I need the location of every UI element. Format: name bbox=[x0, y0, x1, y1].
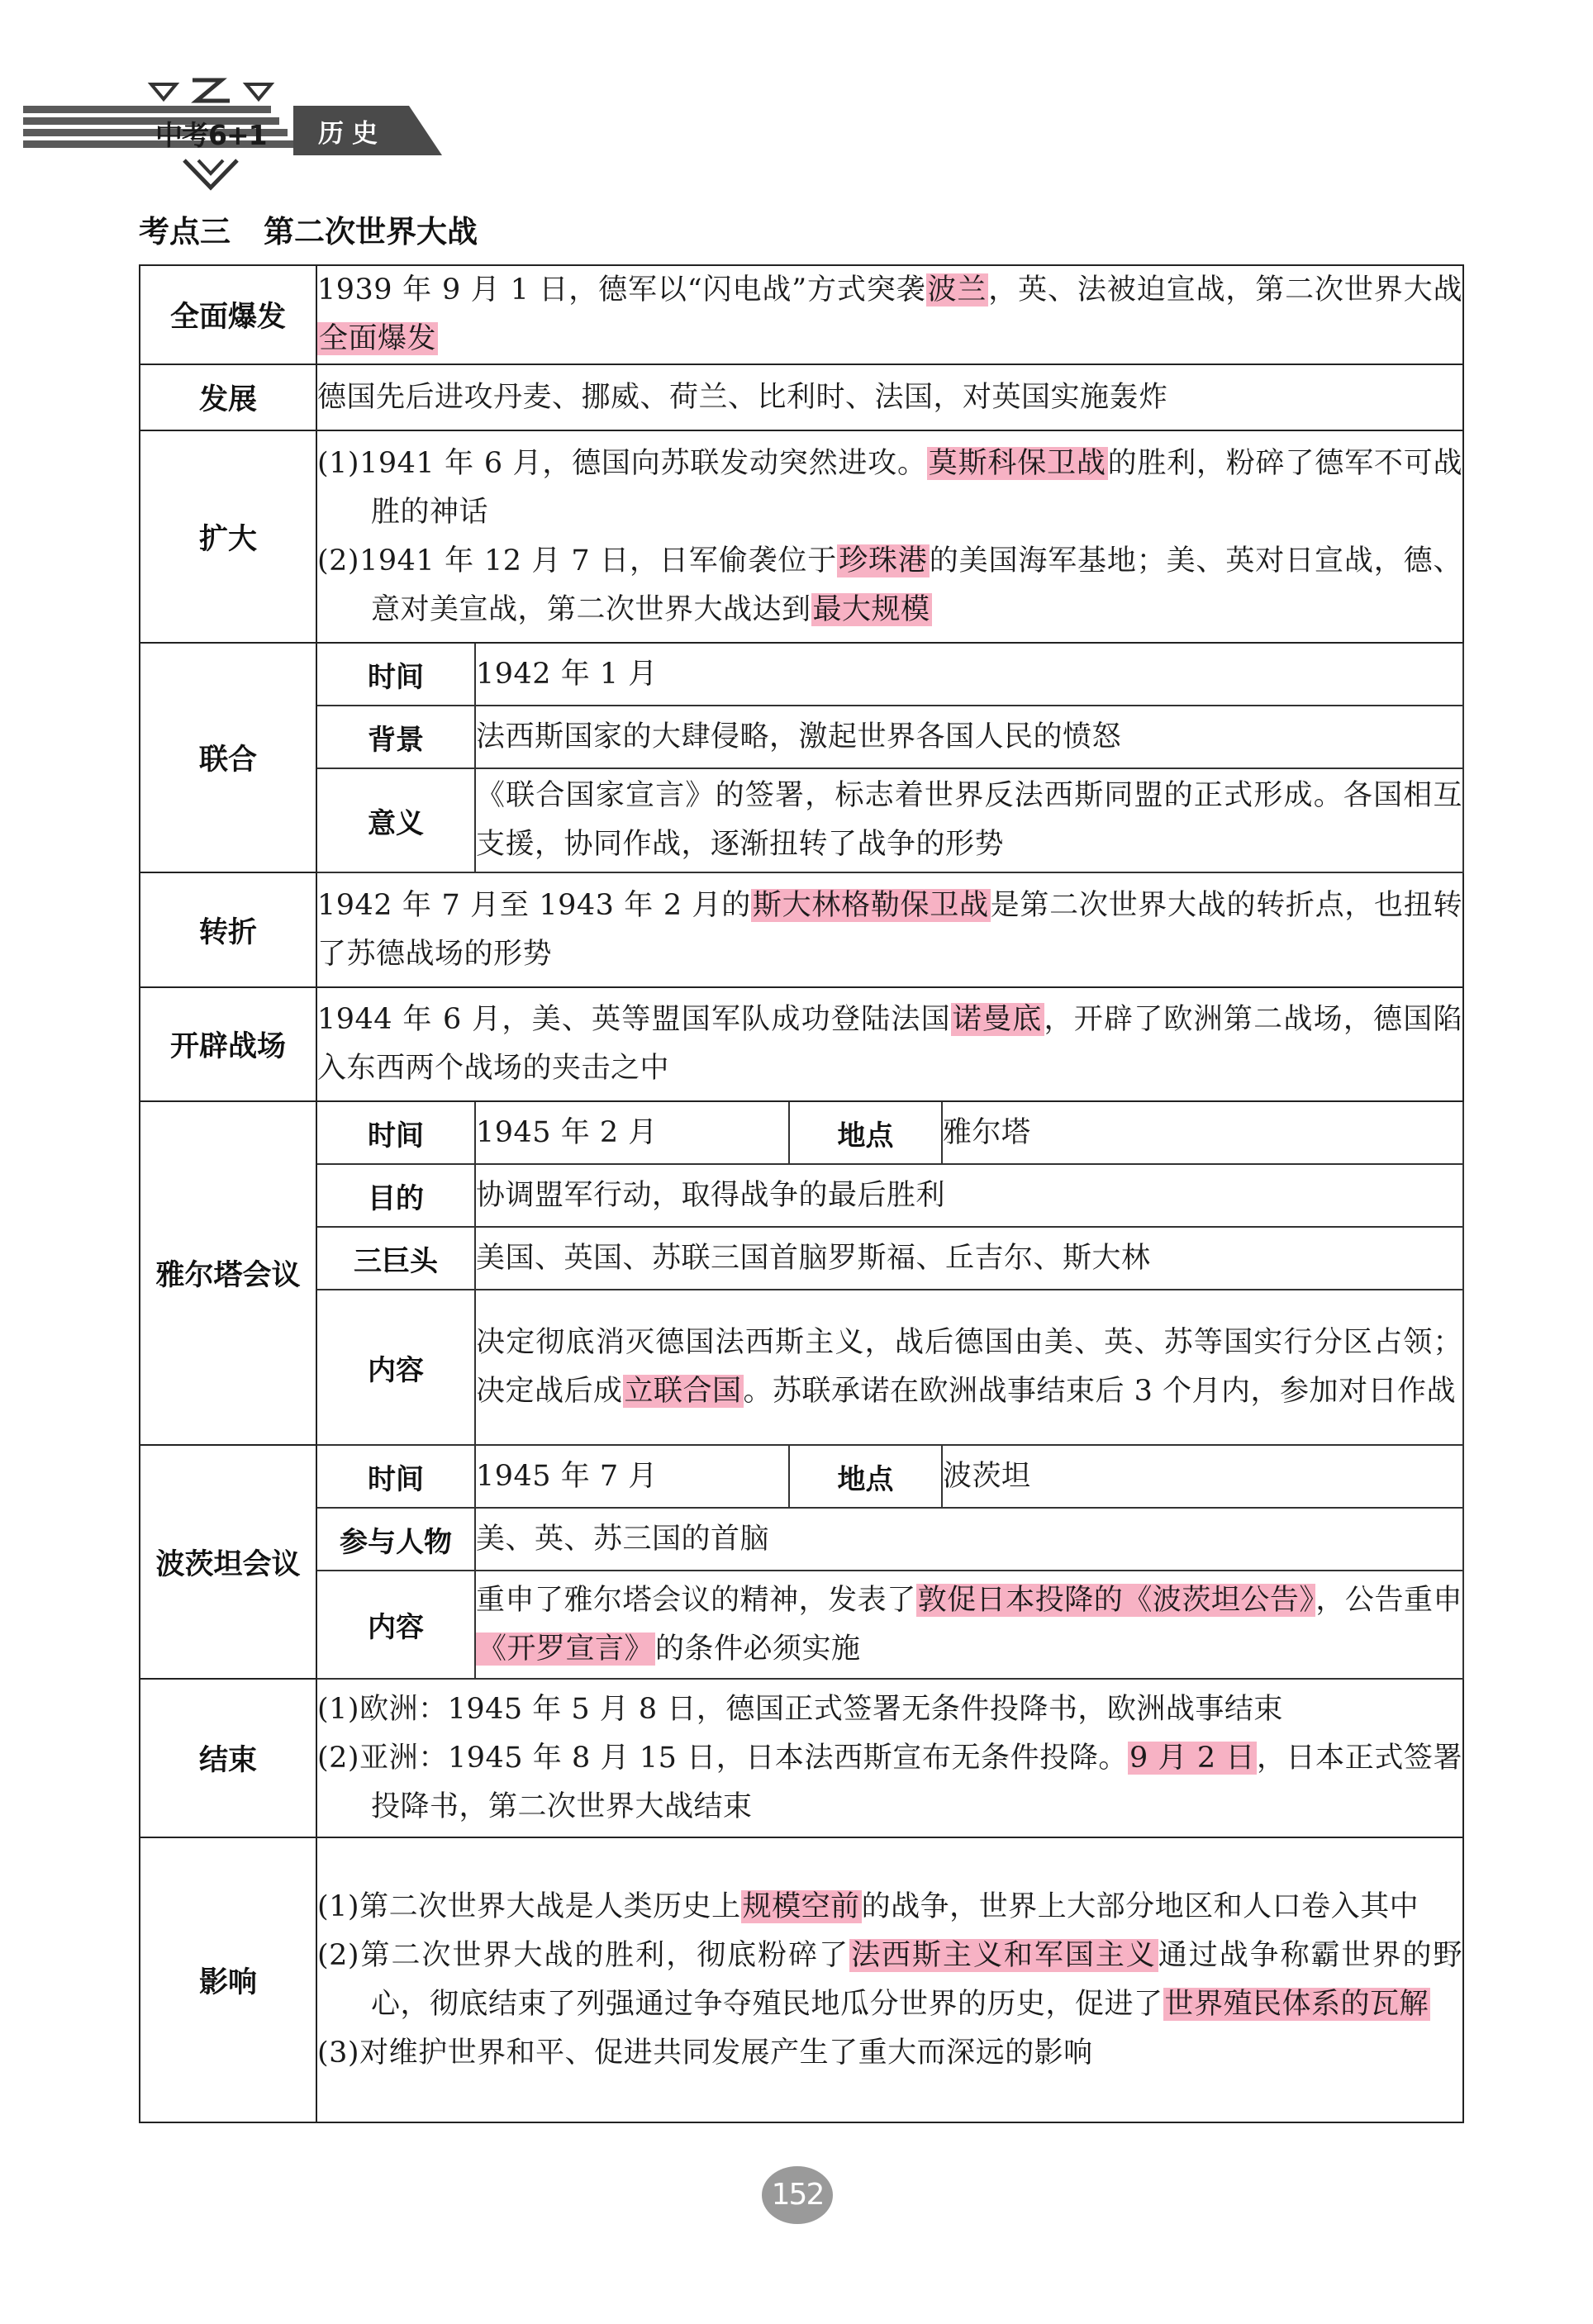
row-content bbox=[316, 265, 1463, 364]
row-outbreak bbox=[140, 265, 1463, 364]
row-potsdam-time bbox=[140, 1445, 1463, 1508]
sub-content: 1945 年 7 月 bbox=[475, 1445, 789, 1508]
row-impact bbox=[140, 1837, 1463, 2122]
sub-content: 《联合国家宣言》的签署，标志着世界反法西斯同盟的正式形成。各国相互支援，协同作战，逐渐扭转了战争的形势 bbox=[475, 768, 1463, 872]
sub-content: 1942 年 1 月 bbox=[475, 643, 1463, 706]
list-item: (1)欧洲：1945 年 5 月 8 日，德国正式签署无条件投降书，欧洲战事结束 bbox=[317, 1692, 1283, 1726]
row-label: 联合 bbox=[140, 643, 316, 872]
text: (2)第二次世界大战的胜利，彻底粉碎了 bbox=[317, 1938, 850, 1972]
list-item bbox=[317, 440, 1462, 537]
row-content bbox=[316, 1679, 1463, 1837]
sub-content: 1945 年 2 月 bbox=[475, 1101, 789, 1164]
row-development bbox=[140, 364, 1463, 430]
logo-text: 中考6+1 bbox=[155, 119, 267, 151]
list-item bbox=[317, 537, 1462, 634]
row-content: 德国先后进攻丹麦、挪威、荷兰、比利时、法国，对英国实施轰炸 bbox=[316, 364, 1463, 430]
text: ，公告重申 bbox=[1315, 1583, 1462, 1617]
sub-label: 目的 bbox=[316, 1164, 475, 1227]
text: 的条件必须实施 bbox=[655, 1632, 861, 1666]
highlight: 诺曼底 bbox=[952, 1003, 1043, 1036]
row-label: 扩大 bbox=[140, 430, 316, 643]
sub-content: 雅尔塔 bbox=[942, 1101, 1463, 1164]
highlight: 波兰 bbox=[927, 273, 987, 307]
text: 重申了雅尔塔会议的精神，发表了 bbox=[476, 1583, 916, 1617]
sub-label: 内容 bbox=[316, 1571, 475, 1679]
sub-content: 波茨坦 bbox=[942, 1445, 1463, 1508]
text: 的美国海军基地；美、英对日宣战，德、意对美宣战，第二次世界大战达到 bbox=[371, 544, 1462, 626]
highlight: 敦促日本投降的《波茨坦公告》 bbox=[917, 1583, 1315, 1617]
sub-label: 背景 bbox=[316, 706, 475, 768]
row-label: 全面爆发 bbox=[140, 265, 316, 364]
sub-label: 地点 bbox=[789, 1445, 942, 1508]
list-item bbox=[317, 1883, 1462, 1932]
text: 1944 年 6 月，美、英等盟国军队成功登陆法国 bbox=[317, 1003, 951, 1036]
row-yalta-content bbox=[140, 1290, 1463, 1445]
row-alliance-background bbox=[140, 706, 1463, 768]
text: (1)1941 年 6 月，德国向苏联发动突然进攻。 bbox=[317, 446, 927, 480]
row-label: 结束 bbox=[140, 1679, 316, 1837]
row-potsdam-participants bbox=[140, 1508, 1463, 1571]
row-content bbox=[316, 872, 1463, 987]
section-heading: 第二次世界大战 bbox=[264, 214, 478, 250]
subject-tag bbox=[293, 106, 442, 155]
list-item: (3)对维护世界和平、促进共同发展产生了重大而深远的影响 bbox=[317, 2036, 1093, 2070]
sub-content: 协调盟军行动，取得战争的最后胜利 bbox=[475, 1164, 1463, 1227]
row-yalta-leaders bbox=[140, 1227, 1463, 1290]
row-yalta-time bbox=[140, 1101, 1463, 1164]
highlight: 法西斯主义和军国主义 bbox=[851, 1938, 1157, 1972]
sub-label: 地点 bbox=[789, 1101, 942, 1164]
highlight: 世界殖民体系的瓦解 bbox=[1164, 1987, 1429, 2021]
highlight: 最大规模 bbox=[812, 592, 930, 626]
text: 的胜利，粉碎了德军不可战胜的神话 bbox=[371, 446, 1463, 529]
text: 是第二次世界大战的转折点，也扭转了苏德战场的形势 bbox=[317, 888, 1462, 971]
highlight: 《开罗宣言》 bbox=[478, 1632, 654, 1666]
text: 决定彻底消灭德国法西斯主义，战后德国由美、英、苏等国实行分区占领；决定战后成 bbox=[476, 1326, 1463, 1408]
sub-label: 时间 bbox=[316, 643, 475, 706]
highlight: 珍珠港 bbox=[839, 544, 928, 577]
sub-label: 三巨头 bbox=[316, 1227, 475, 1290]
page-number: 152 bbox=[762, 2166, 833, 2224]
text: 1939 年 9 月 1 日，德军以“闪电战”方式突袭 bbox=[317, 273, 926, 307]
row-label: 波茨坦会议 bbox=[140, 1445, 316, 1679]
row-alliance-significance bbox=[140, 768, 1463, 872]
row-end bbox=[140, 1679, 1463, 1837]
row-label: 转折 bbox=[140, 872, 316, 987]
row-label: 影响 bbox=[140, 1837, 316, 2122]
sub-label: 内容 bbox=[316, 1290, 475, 1445]
row-potsdam-content bbox=[140, 1571, 1463, 1679]
sub-content bbox=[475, 1290, 1463, 1445]
row-content bbox=[316, 1837, 1463, 2122]
list-item bbox=[317, 1932, 1462, 2029]
text: 的战争，世界上大部分地区和人口卷入其中 bbox=[861, 1889, 1419, 1923]
text: 通过战争称霸世界的野心，彻底结束了列强通过争夺殖民地瓜分世界的历史，促进了 bbox=[371, 1938, 1462, 2021]
text: (2)1941 年 12 月 7 日，日军偷袭位于 bbox=[317, 544, 838, 577]
text: ，日本正式签署投降书，第二次世界大战结束 bbox=[371, 1741, 1463, 1823]
row-content bbox=[316, 987, 1463, 1101]
sub-content: 美国、英国、苏联三国首脑罗斯福、丘吉尔、斯大林 bbox=[475, 1227, 1463, 1290]
sub-label: 时间 bbox=[316, 1101, 475, 1164]
section-label: 考点三 bbox=[139, 214, 231, 250]
text: 。苏联承诺在欧洲战事结束后 3 个月内，参加对日作战 bbox=[743, 1375, 1457, 1408]
row-label: 发展 bbox=[140, 364, 316, 430]
highlight: 莫斯科保卫战 bbox=[928, 446, 1106, 480]
row-front bbox=[140, 987, 1463, 1101]
highlight: 9 月 2 日 bbox=[1129, 1741, 1255, 1775]
section-title bbox=[139, 207, 478, 251]
text: (1)第二次世界大战是人类历史上 bbox=[317, 1889, 741, 1923]
sub-label: 时间 bbox=[316, 1445, 475, 1508]
highlight: 立联合国 bbox=[624, 1375, 742, 1408]
knowledge-table bbox=[139, 264, 1464, 2123]
list-item bbox=[317, 1734, 1462, 1832]
highlight: 斯大林格勒保卫战 bbox=[752, 888, 989, 922]
row-turning bbox=[140, 872, 1463, 987]
row-yalta-purpose bbox=[140, 1164, 1463, 1227]
text: ，英、法被迫宣战，第二次世界大战 bbox=[988, 273, 1462, 307]
text: ，开辟了欧洲第二战场，德国陷入东西两个战场的夹击之中 bbox=[317, 1003, 1463, 1085]
row-content bbox=[316, 430, 1463, 643]
text: 1942 年 7 月至 1943 年 2 月的 bbox=[317, 888, 751, 922]
sub-content: 法西斯国家的大肆侵略，激起世界各国人民的愤怒 bbox=[475, 706, 1463, 768]
row-alliance-time bbox=[140, 643, 1463, 706]
row-label: 雅尔塔会议 bbox=[140, 1101, 316, 1445]
sub-content bbox=[475, 1571, 1463, 1679]
sub-content: 美、英、苏三国的首脑 bbox=[475, 1508, 1463, 1571]
sub-label: 意义 bbox=[316, 768, 475, 872]
row-label: 开辟战场 bbox=[140, 987, 316, 1101]
text: (2)亚洲：1945 年 8 月 15 日，日本法西斯宣布无条件投降。 bbox=[317, 1741, 1129, 1775]
subject-label: 历史 bbox=[318, 119, 386, 149]
highlight: 规模空前 bbox=[742, 1889, 860, 1923]
row-expansion bbox=[140, 430, 1463, 643]
sub-label: 参与人物 bbox=[316, 1508, 475, 1571]
highlight: 全面爆发 bbox=[319, 322, 437, 355]
